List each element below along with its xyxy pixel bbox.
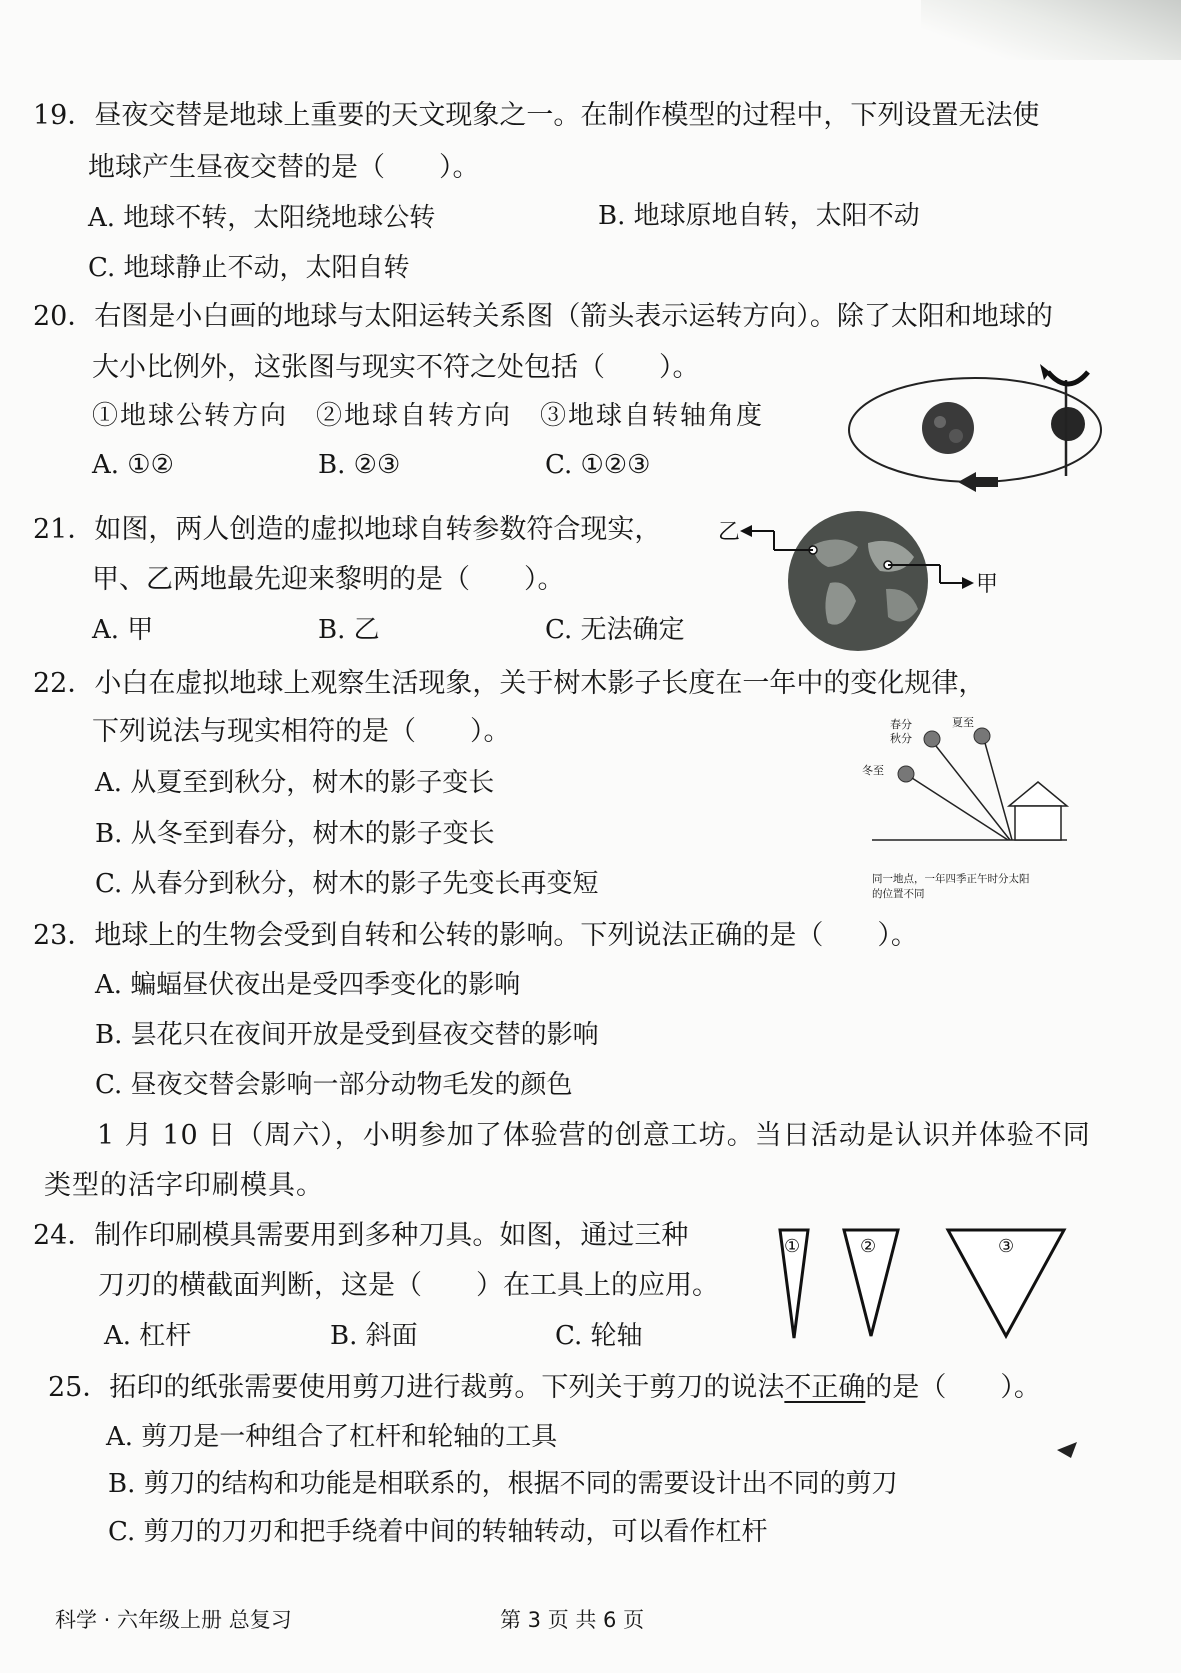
q20-stem-line1: 20．右图是小白画的地球与太阳运转关系图（箭头表示运转方向）。除了太阳和地球的 [33, 301, 1053, 332]
q24-blade-figure [770, 1224, 1070, 1344]
q21-option-a: A. 甲 [92, 615, 154, 645]
q20-option-c: C. ①②③ [545, 450, 651, 480]
q21-label-jia: 甲 [976, 572, 999, 597]
footer-page-number: 第 3 页 共 6 页 [500, 1608, 645, 1632]
q21-stem-line2: 甲、乙两地最先迎来黎明的是（ ）。 [92, 564, 565, 595]
q22-sun-shadow-figure [862, 712, 1082, 902]
q23-stem-line1: 23．地球上的生物会受到自转和公转的影响。下列说法正确的是（ ）。 [33, 920, 918, 951]
q22-label-autumn: 秋分 [890, 732, 912, 745]
q22-label-summer: 夏至 [952, 716, 974, 729]
q23-option-c: C. 昼夜交替会影响一部分动物毛发的颜色 [95, 1070, 573, 1100]
q24-stem-line2: 刀刃的横截面判断，这是（ ）在工具上的应用。 [98, 1270, 719, 1301]
q25-option-c: C. 剪刀的刀刃和把手绕着中间的转轴转动，可以看作杠杆 [108, 1517, 768, 1547]
q19-option-b: B. 地球原地自转，太阳不动 [598, 201, 920, 231]
q19-option-c: C. 地球静止不动，太阳自转 [88, 253, 410, 283]
intro-line2: 类型的活字印刷模具。 [44, 1170, 324, 1201]
q24-label-2: ② [860, 1236, 877, 1257]
ink-mark-icon [1055, 1440, 1079, 1460]
q25-option-b: B. 剪刀的结构和功能是相联系的，根据不同的需要设计出不同的剪刀 [108, 1469, 898, 1499]
q24-stem-line1: 24．制作印刷模具需要用到多种刀具。如图，通过三种 [33, 1220, 689, 1251]
q21-stem-line1: 21．如图，两人创造的虚拟地球自转参数符合现实， [33, 514, 662, 545]
q22-option-a: A. 从夏至到秋分，树木的影子变长 [95, 768, 495, 798]
q22-label-winter: 冬至 [862, 764, 884, 777]
q24-label-1: ① [784, 1236, 801, 1257]
q22-caption-line2: 的位置不同 [872, 888, 925, 900]
q22-label-spring: 春分 [890, 718, 912, 731]
q23-option-b: B. 昙花只在夜间开放是受到昼夜交替的影响 [95, 1020, 599, 1050]
q21-globe-figure [718, 505, 1008, 657]
q20-items: ①地球公转方向 ②地球自转方向 ③地球自转轴角度 [92, 401, 765, 431]
q25-option-a: A. 剪刀是一种组合了杠杆和轮轴的工具 [106, 1422, 558, 1452]
page-corner-shadow [921, 0, 1181, 60]
q22-caption-line1: 同一地点，一年四季正午时分太阳 [872, 873, 1030, 885]
q25-stem-post: 的是（ ）。 [865, 1372, 1041, 1403]
q23-option-a: A. 蝙蝠昼伏夜出是受四季变化的影响 [95, 970, 521, 1000]
q20-orbit-figure [840, 362, 1110, 502]
footer-subject: 科学 · 六年级上册 总复习 [55, 1608, 292, 1632]
q21-option-c: C. 无法确定 [545, 615, 685, 645]
q24-option-b: B. 斜面 [330, 1321, 418, 1351]
q21-label-yi: 乙 [718, 520, 741, 545]
q19-stem-line1: 19．昼夜交替是地球上重要的天文现象之一。在制作模型的过程中，下列设置无法使 [33, 100, 1040, 131]
q21-option-b: B. 乙 [318, 615, 380, 645]
q25-stem-line1 [48, 1370, 1041, 1406]
q20-option-a: A. ①② [92, 450, 174, 480]
q24-option-a: A. 杠杆 [104, 1321, 192, 1351]
q22-stem-line1: 22．小白在虚拟地球上观察生活现象，关于树木影子长度在一年中的变化规律， [33, 668, 986, 699]
q25-stem-emphasis: 不正确 [784, 1372, 866, 1403]
q20-stem-line2: 大小比例外，这张图与现实不符之处包括（ ）。 [92, 352, 700, 383]
q25-stem-pre: 25．拓印的纸张需要使用剪刀进行裁剪。下列关于剪刀的说法 [48, 1372, 785, 1403]
q24-label-3: ③ [998, 1236, 1015, 1257]
q20-option-b: B. ②③ [318, 450, 401, 480]
intro-line1: 1 月 10 日（周六），小明参加了体验营的创意工坊。当日活动是认识并体验不同 [97, 1120, 1091, 1151]
q19-stem-line2: 地球产生昼夜交替的是（ ）。 [88, 152, 480, 183]
q19-option-a: A. 地球不转，太阳绕地球公转 [88, 203, 436, 233]
q24-option-c: C. 轮轴 [555, 1321, 643, 1351]
q22-option-b: B. 从冬至到春分，树木的影子变长 [95, 819, 495, 849]
q22-option-c: C. 从春分到秋分，树木的影子先变长再变短 [95, 869, 599, 899]
q22-stem-line2: 下列说法与现实相符的是（ ）。 [92, 716, 511, 747]
